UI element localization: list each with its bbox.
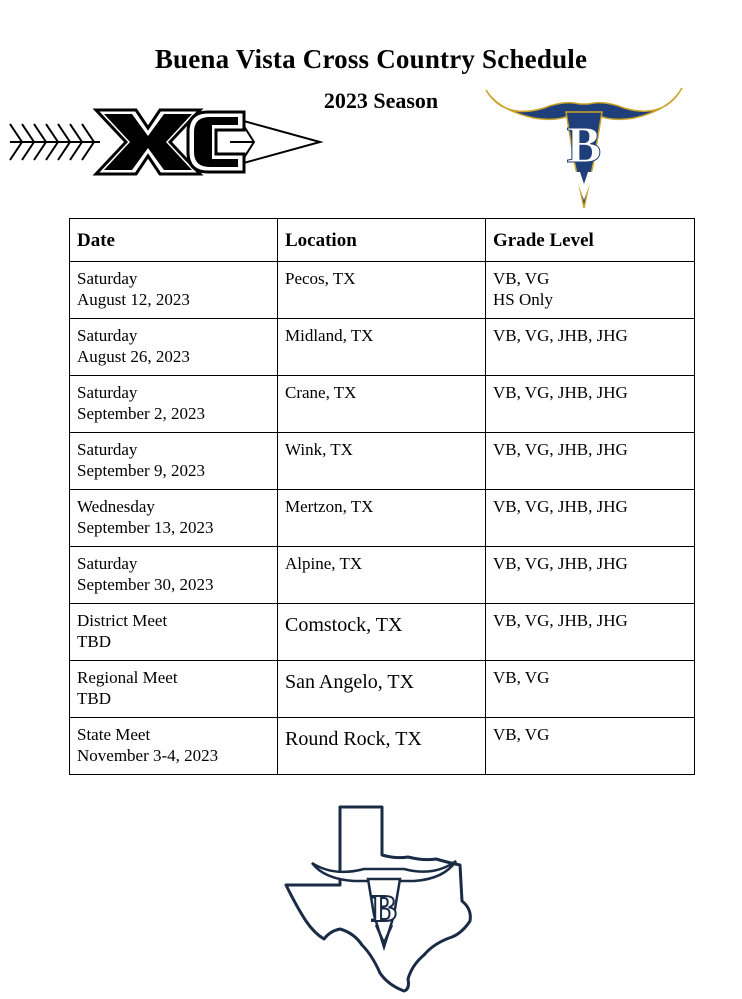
location-cell: Pecos, TX — [278, 262, 486, 319]
table-row — [70, 718, 695, 775]
table-row — [70, 604, 695, 661]
table-row — [70, 547, 695, 604]
grade-cell: VB, VG HS Only — [486, 262, 695, 319]
svg-text:B: B — [566, 117, 602, 174]
header-date: Date — [70, 219, 278, 262]
grade-cell: VB, VG — [486, 718, 695, 775]
grade-cell: VB, VG, JHB, JHG — [486, 547, 695, 604]
longhorn-bv-logo — [484, 80, 684, 215]
svg-text:B: B — [371, 888, 397, 930]
grade-cell: VB, VG, JHB, JHG — [486, 319, 695, 376]
table-row — [70, 262, 695, 319]
location-cell: Round Rock, TX — [278, 718, 486, 775]
date-cell: Saturday August 12, 2023 — [70, 262, 278, 319]
table-row — [70, 433, 695, 490]
table-header-row — [70, 219, 695, 262]
table-row — [70, 490, 695, 547]
date-cell: District Meet TBD — [70, 604, 278, 661]
location-cell: Alpine, TX — [278, 547, 486, 604]
header-location: Location — [278, 219, 486, 262]
grade-cell: VB, VG, JHB, JHG — [486, 604, 695, 661]
table-row — [70, 376, 695, 433]
texas-bv-logo — [284, 805, 484, 995]
x-letter-icon — [96, 110, 200, 174]
date-cell: State Meet November 3-4, 2023 — [70, 718, 278, 775]
grade-cell: VB, VG, JHB, JHG — [486, 376, 695, 433]
location-cell: Mertzon, TX — [278, 490, 486, 547]
location-cell: Comstock, TX — [278, 604, 486, 661]
header-grade-level: Grade Level — [486, 219, 695, 262]
page-subtitle: 2023 Season — [323, 88, 439, 113]
date-cell: Regional Meet TBD — [70, 661, 278, 718]
date-cell: Saturday August 26, 2023 — [70, 319, 278, 376]
xc-arrow-logo — [8, 104, 326, 184]
grade-cell: VB, VG, JHB, JHG — [486, 433, 695, 490]
location-cell: San Angelo, TX — [278, 661, 486, 718]
location-cell: Crane, TX — [278, 376, 486, 433]
date-cell: Saturday September 2, 2023 — [70, 376, 278, 433]
location-cell: Wink, TX — [278, 433, 486, 490]
grade-cell: VB, VG, JHB, JHG — [486, 490, 695, 547]
table-row — [70, 661, 695, 718]
table-row — [70, 319, 695, 376]
date-cell: Saturday September 30, 2023 — [70, 547, 278, 604]
date-cell: Saturday September 9, 2023 — [70, 433, 278, 490]
page-title: Buena Vista Cross Country Schedule — [154, 44, 588, 74]
date-cell: Wednesday September 13, 2023 — [70, 490, 278, 547]
location-cell: Midland, TX — [278, 319, 486, 376]
grade-cell: VB, VG — [486, 661, 695, 718]
schedule-table — [69, 218, 695, 775]
